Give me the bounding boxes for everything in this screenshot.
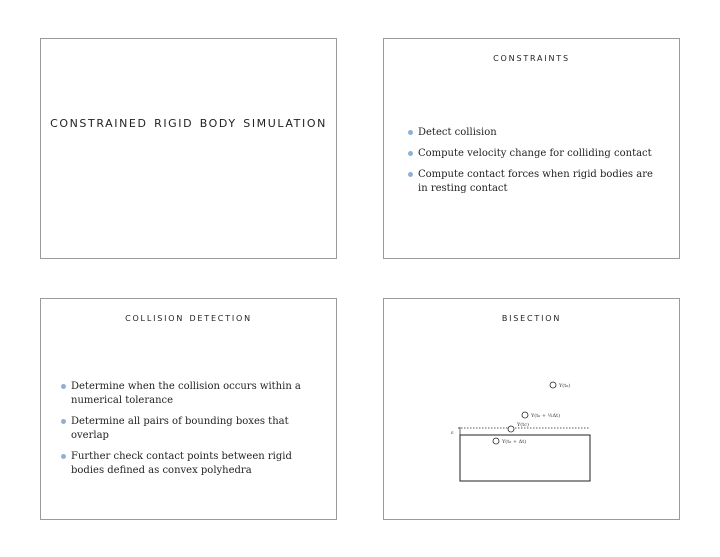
slide-1-title: constrained rigid body simulation bbox=[50, 113, 327, 131]
bullet-dot-icon bbox=[61, 454, 66, 459]
slide-4-title: bisection bbox=[501, 311, 562, 324]
position-label: Y(t₀ + Δt) bbox=[502, 439, 527, 445]
bullet-dot-icon bbox=[408, 172, 413, 177]
position-circle bbox=[508, 426, 514, 432]
slide-4 bbox=[383, 298, 680, 520]
bullet-dot-icon bbox=[61, 384, 66, 389]
epsilon-label: ε bbox=[451, 430, 454, 436]
position-circle bbox=[522, 412, 528, 418]
slide-2 bbox=[383, 38, 680, 259]
slide-3-bullet-list bbox=[61, 380, 321, 485]
bullet-item: Further check contact points between rigid bodies defined as convex polyhedra bbox=[61, 450, 321, 478]
position-circle bbox=[550, 382, 556, 388]
bullet-dot-icon bbox=[408, 130, 413, 135]
position-label: Y(t₀ + ½Δt) bbox=[531, 413, 561, 419]
bullet-item: Detect collision bbox=[408, 126, 658, 140]
bullet-item: Compute contact forces when rigid bodies are in resting contact bbox=[408, 168, 658, 196]
slide-3 bbox=[40, 298, 337, 520]
bullet-item: Compute velocity change for colliding contact bbox=[408, 147, 658, 161]
slide-2-title: constraints bbox=[493, 51, 570, 64]
position-label: Y(t₀) bbox=[559, 383, 571, 389]
bullet-dot-icon bbox=[61, 419, 66, 424]
position-label: Y(tc) bbox=[517, 422, 530, 428]
bullet-item: Determine when the collision occurs within a numerical tolerance bbox=[61, 380, 321, 408]
bisection-diagram bbox=[384, 299, 681, 521]
position-circle bbox=[493, 438, 499, 444]
bullet-dot-icon bbox=[408, 151, 413, 156]
slide-3-title: collision detection bbox=[125, 311, 252, 324]
bullet-item: Determine all pairs of bounding boxes that overlap bbox=[61, 415, 321, 443]
slide-1 bbox=[40, 38, 337, 259]
slide-2-bullet-list bbox=[408, 126, 658, 203]
